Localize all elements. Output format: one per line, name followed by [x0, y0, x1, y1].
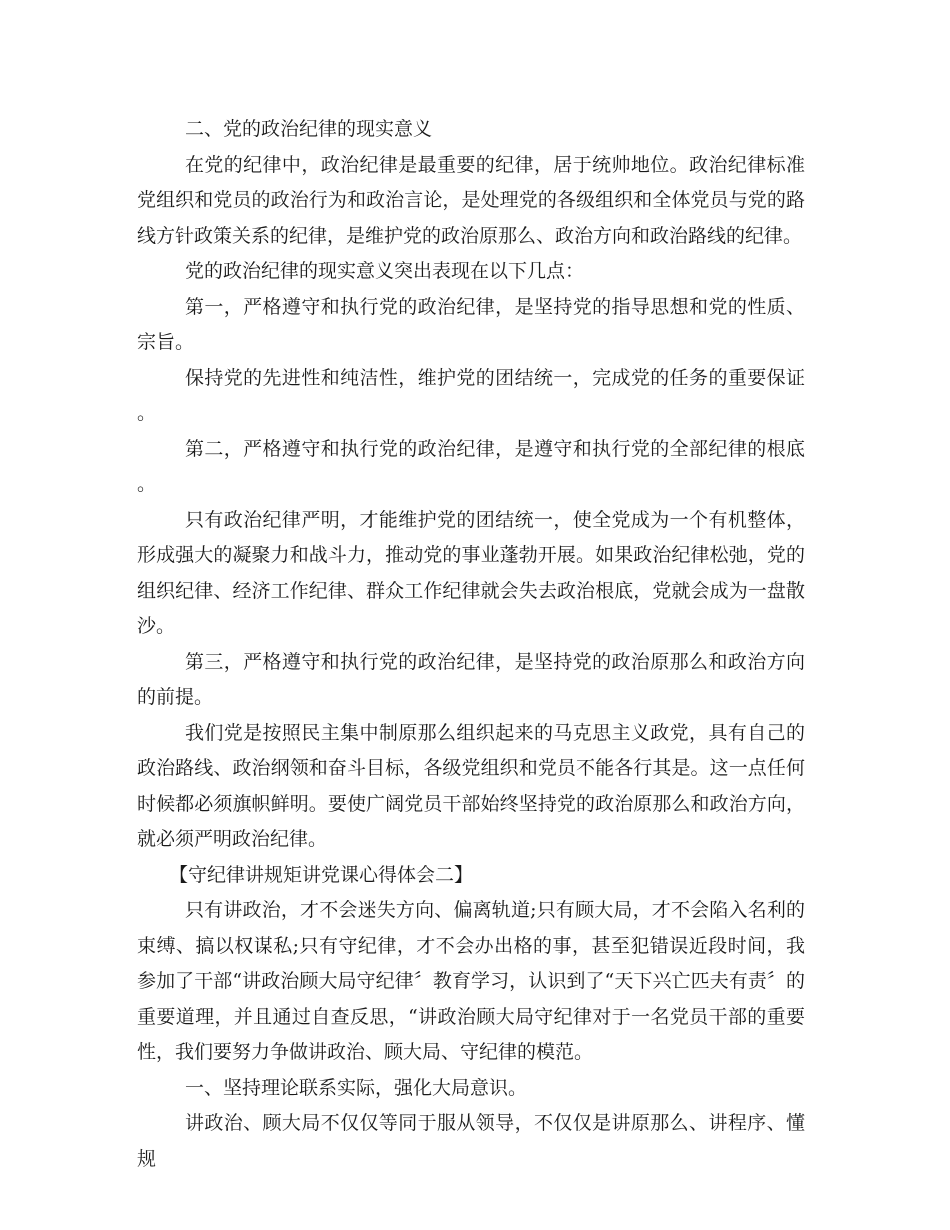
body-paragraph: 一、坚持理论联系实际，强化大局意识。 — [185, 1076, 528, 1099]
body-paragraph: 在党的纪律中，政治纪律是最重要的纪律，居于统帅地位。政治纪律标准党组织和党员的政治行为和政治言论，是处理党的各级组织和全体党员与党的路线方针政策关系的纪律，是维护党的政治原那么、政治方向和政治路线的纪律。 — [137, 153, 805, 247]
body-paragraph: 只有政治纪律严明，才能维护党的团结统一，使全党成为一个有机整体，形成强大的凝聚力和战斗力，推动党的事业蓬勃开展。如果政治纪律松弛，党的组织纪律、经济工作纪律、群众工作纪律就会失去政治根底，党就会成为一盘散沙。 — [137, 508, 805, 637]
body-paragraph: 第一，严格遵守和执行党的政治纪律，是坚持党的指导思想和党的性质、宗旨。 — [137, 295, 805, 353]
body-paragraph: 讲政治、顾大局不仅仅等同于服从领导，不仅仅是讲原那么、讲程序、懂规 — [137, 1112, 805, 1170]
body-paragraph: 只有讲政治，才不会迷失方向、偏离轨道;只有顾大局，才不会陷入名利的束缚、搞以权谋私;只有守纪律，才不会办出格的事，甚至犯错误近段时间，我参加了干部“讲政治顾大局守纪律〞教育学习，认识到了“天下兴亡匹夫有责〞的重要道理，并且通过自查反思，“讲政治顾大局守纪律对于一名党员干部的重要性，我们要努力争做讲政治、顾大局、守纪律的模范。 — [137, 899, 805, 1063]
section-heading-political-discipline: 二、党的政治纪律的现实意义 — [185, 118, 433, 140]
body-paragraph: 第二，严格遵守和执行党的政治纪律，是遵守和执行党的全部纪律的根底。 — [137, 437, 805, 495]
body-paragraph: 第三，严格遵守和执行党的政治纪律，是坚持党的政治原那么和政治方向的前提。 — [137, 650, 805, 708]
body-paragraph: 保持党的先进性和纯洁性，维护党的团结统一，完成党的任务的重要保证。 — [137, 366, 805, 424]
document-body — [137, 112, 805, 1177]
section-heading-part-two: 【守纪律讲规矩讲党课心得体会二】 — [169, 863, 474, 886]
body-paragraph: 党的政治纪律的现实意义突出表现在以下几点： — [185, 260, 585, 282]
body-paragraph: 我们党是按照民主集中制原那么组织起来的马克思主义政党，具有自己的政治路线、政治纲领和奋斗目标，各级党组织和党员不能各行其是。这一点任何时候都必须旗帜鲜明。要使广阔党员干部始终坚持党的政治原那么和政治方向，就必须严明政治纪律。 — [137, 721, 805, 850]
